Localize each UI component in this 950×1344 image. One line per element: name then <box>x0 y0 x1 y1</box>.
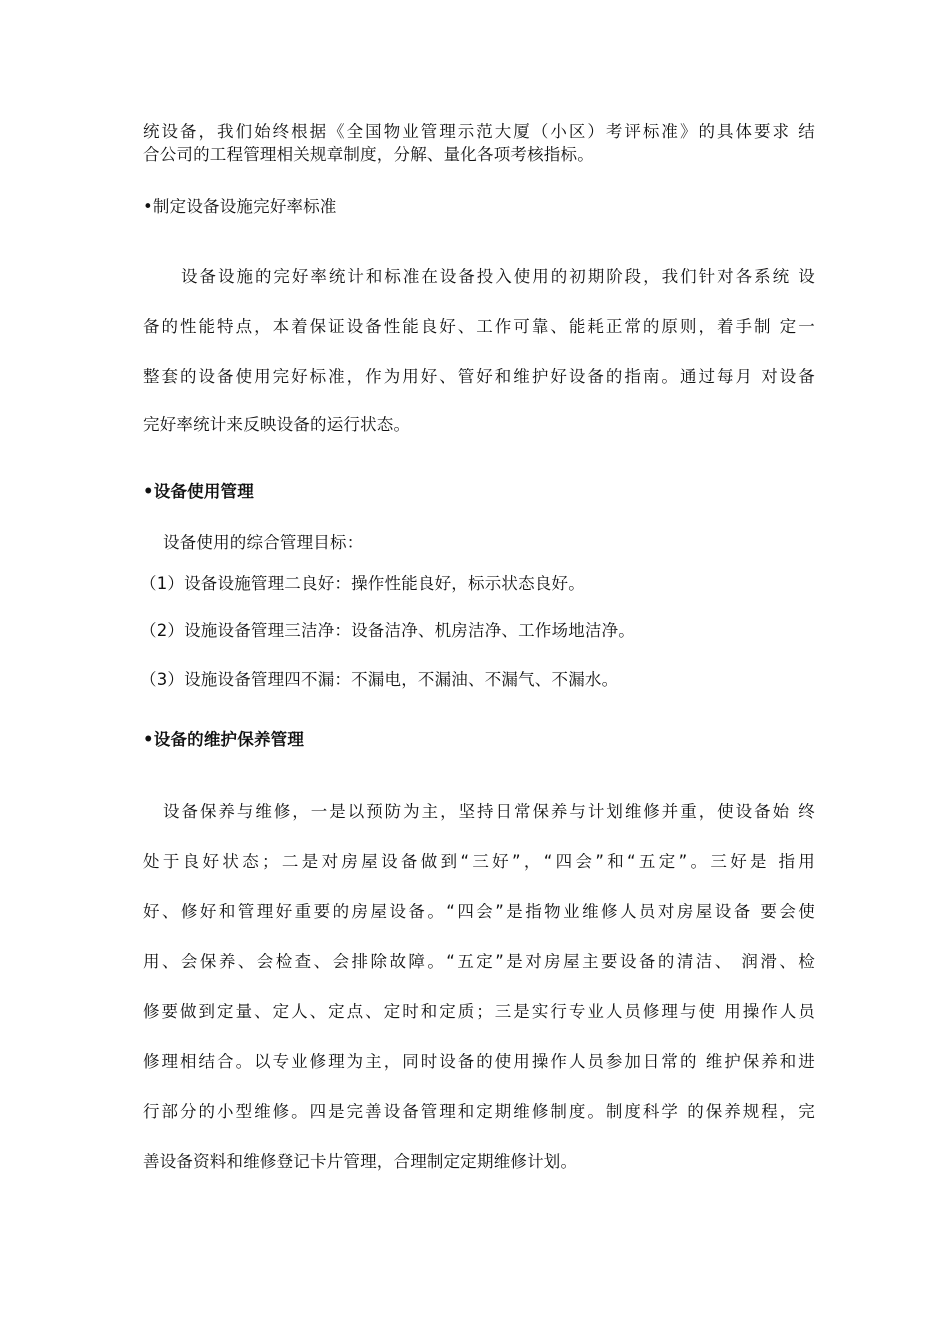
paragraph-line: 善设备资料和维修登记卡片管理，合理制定定期维修计划。 <box>143 1152 578 1171</box>
paragraph-line: 修理相结合。以专业修理为主，同时设备的使用操作人员参加日常的 维护保养和进 <box>143 1052 815 1071</box>
paragraph-line: 备的性能特点，本着保证设备性能良好、工作可靠、能耗正常的原则，着手制 定一 <box>143 317 815 336</box>
list-item: （2）设施设备管理三洁净：设备洁净、机房洁净、工作场地洁净。 <box>140 621 635 640</box>
section-heading-equipment-usage: •设备使用管理 <box>143 482 254 501</box>
section-heading-maintenance: •设备的维护保养管理 <box>143 730 305 749</box>
list-item: （1）设备设施管理二良好：操作性能良好，标示状态良好。 <box>140 574 585 593</box>
paragraph-line: 整套的设备使用完好标准，作为用好、管好和维护好设备的指南。通过每月 对设备 <box>143 367 815 386</box>
paragraph-line: 设备设施的完好率统计和标准在设备投入使用的初期阶段，我们针对各系统 设 <box>181 267 815 286</box>
intro-line-1: 统设备，我们始终根据《全国物业管理示范大厦（小区）考评标准》的具体要求 结 <box>143 122 815 141</box>
list-item: （3）设施设备管理四不漏：不漏电，不漏油、不漏气、不漏水。 <box>140 670 619 689</box>
section-heading-completeness-standard: •制定设备设施完好率标准 <box>143 197 337 216</box>
paragraph-line: 好、修好和管理好重要的房屋设备。“四会”是指物业维修人员对房屋设备 要会使 <box>143 902 815 921</box>
paragraph-line: 处于良好状态；二是对房屋设备做到“三好”，“四会”和“五定”。三好是 指用 <box>143 852 815 871</box>
paragraph-line: 完好率统计来反映设备的运行状态。 <box>143 415 411 434</box>
paragraph-line: 修要做到定量、定人、定点、定时和定质；三是实行专业人员修理与使 用操作人员 <box>143 1002 815 1021</box>
paragraph-line: 行部分的小型维修。四是完善设备管理和定期维修制度。制度科学 的保养规程，完 <box>143 1102 815 1121</box>
paragraph-line: 设备保养与维修，一是以预防为主，坚持日常保养与计划维修并重，使设备始 终 <box>163 802 815 821</box>
usage-goal-lead: 设备使用的综合管理目标： <box>163 533 364 552</box>
intro-line-2: 合公司的工程管理相关规章制度，分解、量化各项考核指标。 <box>143 145 594 164</box>
paragraph-line: 用、会保养、会检查、会排除故障。“五定”是对房屋主要设备的清洁、 润滑、检 <box>143 952 815 971</box>
